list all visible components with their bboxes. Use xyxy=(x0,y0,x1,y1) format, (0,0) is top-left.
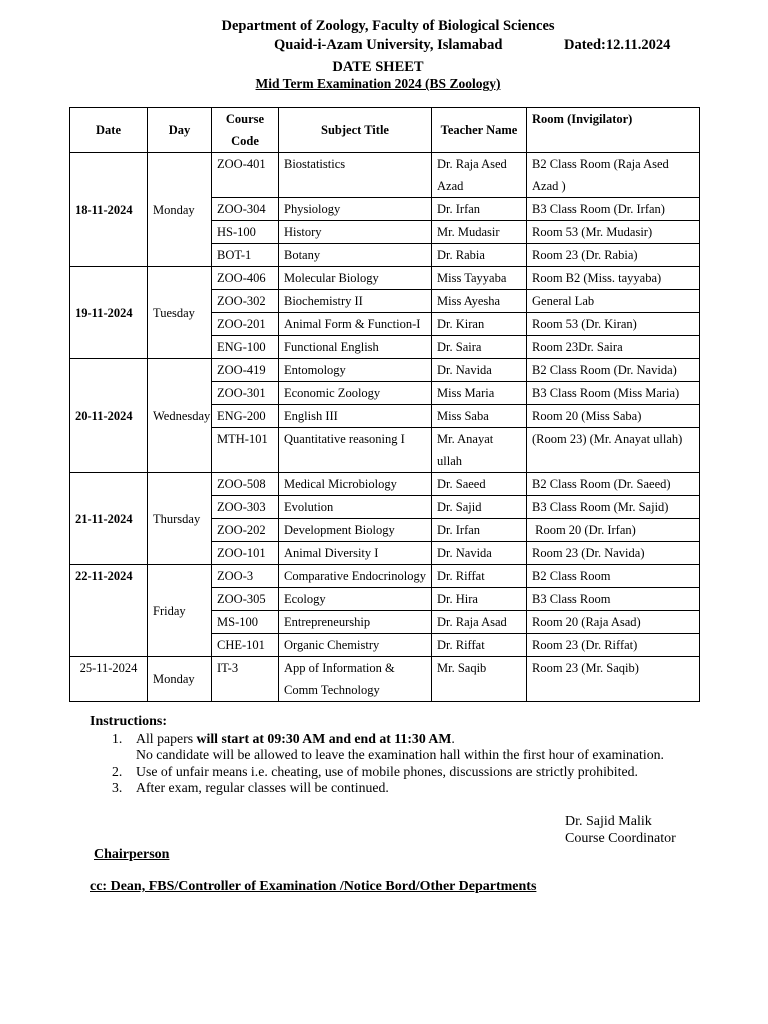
subject-title: Biostatistics xyxy=(279,153,432,198)
exam-day: Wednesday xyxy=(148,359,212,473)
teacher-name: Dr. Kiran xyxy=(432,313,527,336)
course-code: ZOO-401 xyxy=(212,153,279,198)
table-row xyxy=(70,657,700,702)
item-number: 1. xyxy=(112,731,123,746)
instructions-list xyxy=(112,731,664,796)
exam-date: 22-11-2024 xyxy=(70,565,148,657)
teacher-name: Dr. Navida xyxy=(432,359,527,382)
item-text: Use of unfair means i.e. cheating, use of mobile phones, discussions are strictly prohibited. xyxy=(136,763,638,779)
room-invigilator: Room 20 (Miss Saba) xyxy=(527,405,700,428)
course-code: ENG-200 xyxy=(212,405,279,428)
teacher-name: Miss Ayesha xyxy=(432,290,527,313)
table-row xyxy=(70,565,700,588)
teacher-name: Dr. Navida xyxy=(432,542,527,565)
room-invigilator: Room 23 (Dr. Riffat) xyxy=(527,634,700,657)
exam-day: Friday xyxy=(148,565,212,657)
teacher-name: Miss Maria xyxy=(432,382,527,405)
room-invigilator: B2 Class Room xyxy=(527,565,700,588)
teacher-name: Dr. Hira xyxy=(432,588,527,611)
room-invigilator: Room 20 (Raja Asad) xyxy=(527,611,700,634)
signature-block xyxy=(565,814,676,847)
course-code: ENG-100 xyxy=(212,336,279,359)
subject-title: Biochemistry II xyxy=(279,290,432,313)
header-teacher: Teacher Name xyxy=(432,108,527,153)
table-row xyxy=(70,473,700,496)
subject-title: Medical Microbiology xyxy=(279,473,432,496)
subject-title: Evolution xyxy=(279,496,432,519)
item-text-line2: No candidate will be allowed to leave the examination hall within the first hour of examination. xyxy=(136,747,664,763)
department-heading: Department of Zoology, Faculty of Biological Sciences xyxy=(221,18,555,34)
room-invigilator: B2 Class Room (Dr. Saeed) xyxy=(527,473,700,496)
teacher-name: Dr. Rabia xyxy=(432,244,527,267)
item-text: After exam, regular classes will be continued. xyxy=(136,779,389,795)
subject-title: Quantitative reasoning I xyxy=(279,428,432,473)
teacher-name: Mr. Mudasir xyxy=(432,221,527,244)
table-row xyxy=(70,359,700,382)
course-code: ZOO-305 xyxy=(212,588,279,611)
subject-title: Economic Zoology xyxy=(279,382,432,405)
course-code: ZOO-301 xyxy=(212,382,279,405)
room-invigilator: B3 Class Room (Mr. Sajid) xyxy=(527,496,700,519)
teacher-name: Dr. Raja Asad xyxy=(432,611,527,634)
list-item xyxy=(112,731,664,764)
course-code: ZOO-304 xyxy=(212,198,279,221)
item-number: 2. xyxy=(112,763,123,779)
teacher-name: Miss Tayyaba xyxy=(432,267,527,290)
signatory-name: Dr. Sajid Malik xyxy=(565,814,652,829)
course-code: ZOO-419 xyxy=(212,359,279,382)
instructions-heading: Instructions: xyxy=(90,714,168,729)
room-invigilator: Room 20 (Dr. Irfan) xyxy=(527,519,700,542)
subject-title: Functional English xyxy=(279,336,432,359)
item-text-post: . xyxy=(451,731,455,746)
teacher-name: Dr. Irfan xyxy=(432,519,527,542)
header-room: Room (Invigilator) xyxy=(527,108,700,153)
exam-date: 18-11-2024 xyxy=(70,153,148,267)
list-item xyxy=(112,780,664,796)
subject-title: Animal Diversity I xyxy=(279,542,432,565)
document-subtitle xyxy=(0,76,762,92)
course-code: ZOO-101 xyxy=(212,542,279,565)
course-code: ZOO-406 xyxy=(212,267,279,290)
teacher-name: Dr. Sajid xyxy=(432,496,527,519)
exam-date: 25-11-2024 xyxy=(70,657,148,702)
subject-title: Entrepreneurship xyxy=(279,611,432,634)
teacher-name: Dr. Saeed xyxy=(432,473,527,496)
room-invigilator: Room 23 (Dr. Rabia) xyxy=(527,244,700,267)
university-heading: Quaid-i-Azam University, Islamabad xyxy=(274,37,503,53)
teacher-name: Mr. Saqib xyxy=(432,657,527,702)
table-row xyxy=(70,153,700,198)
room-invigilator: (Room 23) (Mr. Anayat ullah) xyxy=(527,428,700,473)
subject-title: Comparative Endocrinology xyxy=(279,565,432,588)
course-code: ZOO-302 xyxy=(212,290,279,313)
header-date: Date xyxy=(70,108,148,153)
chairperson-label: Chairperson xyxy=(94,847,170,862)
subject-title: Ecology xyxy=(279,588,432,611)
cc-line: cc: Dean, FBS/Controller of Examination /Notice Bord/Other Departments xyxy=(90,879,537,894)
course-code: ZOO-3 xyxy=(212,565,279,588)
teacher-name: Mr. Anayat ullah xyxy=(432,428,527,473)
subject-title: Physiology xyxy=(279,198,432,221)
subject-title: Molecular Biology xyxy=(279,267,432,290)
subject-title: App of Information & Comm Technology xyxy=(279,657,432,702)
table-header-row xyxy=(70,108,700,153)
exam-date: 21-11-2024 xyxy=(70,473,148,565)
room-invigilator: Room 53 (Dr. Kiran) xyxy=(527,313,700,336)
room-invigilator: B3 Class Room xyxy=(527,588,700,611)
room-invigilator: B3 Class Room (Dr. Irfan) xyxy=(527,198,700,221)
room-invigilator: Room 53 (Mr. Mudasir) xyxy=(527,221,700,244)
teacher-name: Dr. Saira xyxy=(432,336,527,359)
course-code: ZOO-202 xyxy=(212,519,279,542)
date-sheet-table xyxy=(69,107,700,702)
list-item xyxy=(112,764,664,780)
room-invigilator: B3 Class Room (Miss Maria) xyxy=(527,382,700,405)
exam-day: Monday xyxy=(148,657,212,702)
subject-title: History xyxy=(279,221,432,244)
item-text-bold: will start at 09:30 AM and end at 11:30 AM xyxy=(196,731,452,746)
signatory-title: Course Coordinator xyxy=(565,830,676,846)
teacher-name: Dr. Raja Ased Azad xyxy=(432,153,527,198)
exam-date: 20-11-2024 xyxy=(70,359,148,473)
room-invigilator: Room 23 (Dr. Navida) xyxy=(527,542,700,565)
subtitle-text: Mid Term Examination 2024 (BS Zoology) xyxy=(255,76,501,91)
table-body xyxy=(70,153,700,702)
room-invigilator: Room 23 (Mr. Saqib) xyxy=(527,657,700,702)
subject-title: Botany xyxy=(279,244,432,267)
item-text-pre: All papers xyxy=(136,731,197,746)
course-code: HS-100 xyxy=(212,221,279,244)
exam-date: 19-11-2024 xyxy=(70,267,148,359)
course-code: CHE-101 xyxy=(212,634,279,657)
subject-title: Organic Chemistry xyxy=(279,634,432,657)
header-subject: Subject Title xyxy=(279,108,432,153)
course-code: MS-100 xyxy=(212,611,279,634)
exam-day: Thursday xyxy=(148,473,212,565)
room-invigilator: Room 23Dr. Saira xyxy=(527,336,700,359)
subject-title: Entomology xyxy=(279,359,432,382)
subject-title: English III xyxy=(279,405,432,428)
exam-day: Monday xyxy=(148,153,212,267)
course-code: ZOO-508 xyxy=(212,473,279,496)
subject-title: Development Biology xyxy=(279,519,432,542)
course-code: ZOO-201 xyxy=(212,313,279,336)
header-day: Day xyxy=(148,108,212,153)
header-course-code: Course Code xyxy=(212,108,279,153)
teacher-name: Dr. Riffat xyxy=(432,565,527,588)
document-title: DATE SHEET xyxy=(332,59,424,75)
course-code: BOT-1 xyxy=(212,244,279,267)
item-number: 3. xyxy=(112,779,123,795)
exam-day: Tuesday xyxy=(148,267,212,359)
teacher-name: Dr. Irfan xyxy=(432,198,527,221)
course-code: ZOO-303 xyxy=(212,496,279,519)
subject-title: Animal Form & Function-I xyxy=(279,313,432,336)
room-invigilator: Room B2 (Miss. tayyaba) xyxy=(527,267,700,290)
table-row xyxy=(70,267,700,290)
course-code: MTH-101 xyxy=(212,428,279,473)
teacher-name: Miss Saba xyxy=(432,405,527,428)
room-invigilator: B2 Class Room (Dr. Navida) xyxy=(527,359,700,382)
room-invigilator: B2 Class Room (Raja Ased Azad ) xyxy=(527,153,700,198)
room-invigilator: General Lab xyxy=(527,290,700,313)
teacher-name: Dr. Riffat xyxy=(432,634,527,657)
course-code: IT-3 xyxy=(212,657,279,702)
dated-label: Dated:12.11.2024 xyxy=(564,37,671,53)
